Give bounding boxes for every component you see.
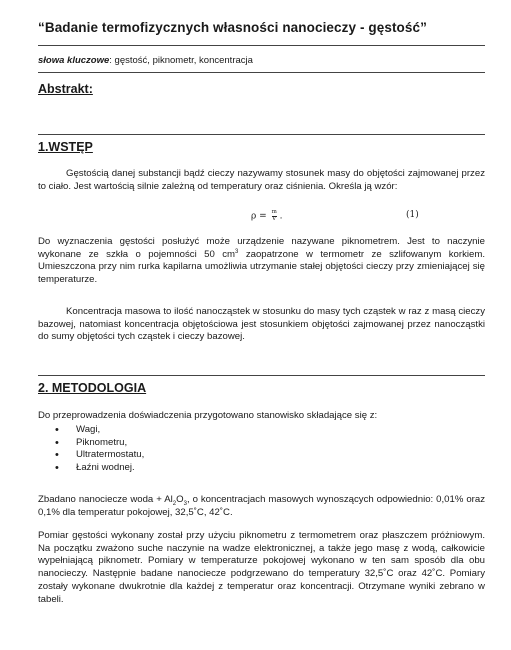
- keywords-label: słowa kluczowe: [38, 55, 110, 66]
- section1-paragraph-concentration: Koncentracja masowa to ilość nanocząstek w stosunku do masy tych cząstek w raz z masą cieczy bazowej, natomiast koncentracja objętościowa jest stosunkiem objętości zajmowanej przez nanocząstki do sumy objętości tych cząstek i cieczy bazowej.: [38, 306, 485, 343]
- list-item: • Piknometru,: [55, 437, 144, 450]
- keywords-colon: :: [109, 55, 112, 66]
- section2-intro: Do przeprowadzenia doświadczenia przygotowano stanowisko składające się z:: [38, 410, 378, 421]
- title-divider: [38, 45, 485, 46]
- equipment-list: [55, 424, 144, 475]
- formula-denominator: V: [272, 215, 277, 222]
- section1-divider: [38, 134, 485, 135]
- section1-paragraph-density: Gęstością danej substancji bądź cieczy nazywamy stosunek masy do objętości zajmowanej przez to ciało. Jest wartością silnie zależną od temperatury oraz ciśnienia. Określa ją wzór:: [38, 168, 485, 192]
- section2-heading: 2. METODOLOGIA: [38, 381, 147, 395]
- density-formula: [38, 210, 485, 224]
- section2-divider: [38, 375, 485, 376]
- keywords-text: gęstość, piknometr, koncentracja: [111, 55, 253, 66]
- list-item: • Łaźni wodnej.: [55, 462, 144, 475]
- keywords-divider: [38, 72, 485, 73]
- document-title: “Badanie termofizycznych własności nanocieczy - gęstość”: [38, 20, 427, 35]
- section1-heading: 1.WSTĘP: [38, 140, 93, 154]
- formula-expression: ρ = $\frac{m}{V}$ .: [251, 209, 283, 222]
- section2-paragraph-samples: Zbadano nanociecze woda + $Al_2O_3$, o koncentracjach masowych wynoszących odpowiednio: 0,01% oraz 0,1% dla temperatur pokojowej, 32,5˚C, 42˚C.: [38, 494, 485, 518]
- keywords-line: [38, 55, 253, 66]
- list-item: • Ultratermostatu,: [55, 449, 144, 462]
- list-item: • Wagi,: [55, 424, 144, 437]
- abstract-heading: Abstrakt:: [38, 82, 93, 96]
- formula-number: (1): [406, 210, 419, 220]
- section2-paragraph-measurement: Pomiar gęstości wykonany został przy użyciu piknometru z termometrem oraz płaszczem próżniowym. Na początku zważono suche naczynie na wadze elektronicznej, a także jego masę z wodą, całkowicie wypełniającą piknometr. Pomiary w temperaturze pokojowej wykonano w ten sam sposób dla obu nanocieczy. Następnie badane nanociecze podgrzewano do temperatury 32,5˚C oraz 42˚C. Pomiary zostały wykonane dwukrotnie dla każdej z temperatur oraz koncentracji. Otrzymane wyniki zebrano w tabeli.: [38, 530, 485, 605]
- formula-numerator: m: [271, 209, 277, 215]
- section1-paragraph-pycnometer: Do wyznaczenia gęstości posłużyć może urządzenie nazywane piknometrem. Jest to naczynie wykonane ze szkła o pojemności 50 $cm^3$ zaopatrzone w termometr ze szlifowanym korkiem. Umieszczona przy nim rurka kapilarna umożliwia utrzymanie stałej objętości cieczy przy zmieniającej się temperaturze.: [38, 236, 485, 286]
